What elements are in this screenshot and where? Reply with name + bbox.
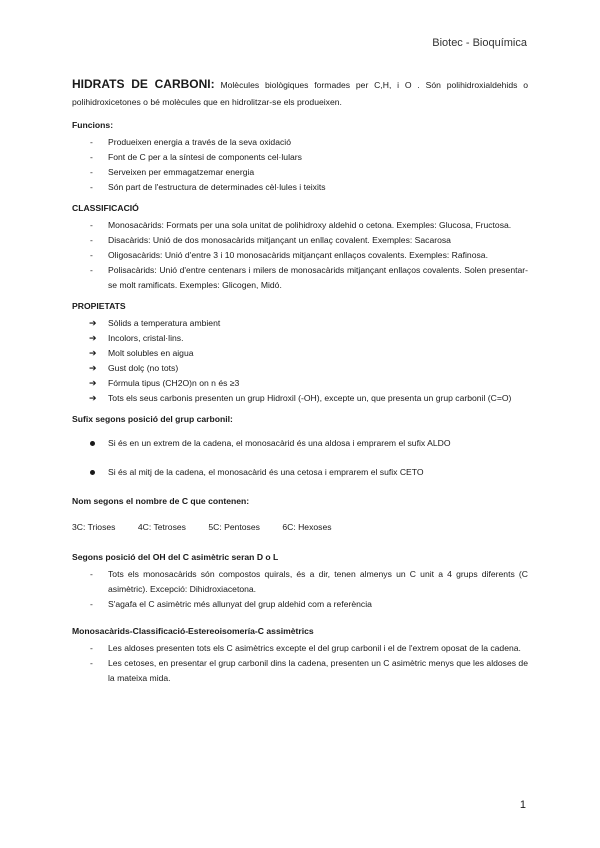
type-tetrose: 4C: Tetroses	[137, 522, 186, 532]
list-item: ➔ Molt solubles en aigua	[72, 346, 528, 361]
list-item: Si és en un extrem de la cadena, el monosacàrid és una aldosa i emprarem el sufix ALDO	[72, 436, 528, 451]
list-item: ➔ Fórmula tipus (CH2O)n on n és ≥3	[72, 376, 528, 391]
mono-list	[72, 641, 528, 686]
page-number: 1	[519, 799, 526, 811]
list-item: ➔ Gust dolç (no tots)	[72, 361, 528, 376]
arrow-icon: ➔	[89, 363, 97, 373]
funcions-heading: Funcions:	[72, 120, 114, 130]
funcions-list	[72, 135, 528, 195]
propietats-heading: PROPIETATS	[72, 301, 126, 311]
arrow-icon: ➔	[89, 318, 97, 328]
bullet-icon	[90, 441, 95, 446]
arrow-icon: ➔	[89, 333, 97, 343]
intro-text: Molècules biològiques formades per C,H, i O . Són polihidroxialdehids o polihidroxicetones o bé molècules que en hidrolitzar-se els produeixen.	[72, 80, 528, 107]
list-item: - Són part de l'estructura de determinades cèl·lules i teixits	[72, 180, 528, 195]
propietats-list	[72, 316, 528, 406]
carbon-types-row	[72, 522, 528, 532]
oh-heading: Segons posició del OH del C asimètric seran D o L	[72, 552, 279, 562]
list-item: Si és al mitj de la cadena, el monosacàrid és una cetosa i emprarem el sufix CETO	[72, 465, 528, 480]
arrow-icon: ➔	[89, 348, 97, 358]
bullet-icon	[90, 470, 95, 475]
list-item: - S'agafa el C asimètric més allunyat del grup aldehid com a referència	[72, 597, 528, 612]
sufix-heading: Sufix segons posició del grup carbonil:	[72, 414, 233, 424]
list-item: - Monosacàrids: Formats per una sola unitat de polihidroxy aldehid o cetona. Exemples: Glucosa, Fructosa.	[72, 218, 528, 233]
list-item: - Disacàrids: Unió de dos monosacàrids mitjançant un enllaç covalent. Exemples: Sacarosa	[72, 233, 528, 248]
type-hexose: 6C: Hexoses	[282, 522, 332, 532]
list-item: - Oligosacàrids: Unió d'entre 3 i 10 monosacàrids mitjançant enllaços covalents. Exemples: Rafinosa.	[72, 248, 528, 263]
list-item: - Serveixen per emmagatzemar energia	[72, 165, 528, 180]
classificacio-list	[72, 218, 528, 293]
list-item: - Tots els monosacàrids són compostos quirals, és a dir, tenen almenys un C unit a 4 grups diferents (C asimètric). Excepció: Dihidroxiacetona.	[72, 567, 528, 597]
list-item: - Les aldoses presenten tots els C asimètrics excepte el del grup carbonil i el de l'extrem oposat de la cadena.	[72, 641, 528, 656]
intro-paragraph	[72, 76, 528, 111]
list-item: ➔ Incolors, cristal·lins.	[72, 331, 528, 346]
arrow-icon: ➔	[89, 378, 97, 388]
nom-heading: Nom segons el nombre de C que contenen:	[72, 496, 250, 506]
list-item: ➔ Sòlids a temperatura ambient	[72, 316, 528, 331]
arrow-icon: ➔	[89, 393, 97, 403]
list-item: - Les cetoses, en presentar el grup carbonil dins la cadena, presenten un C asimètric menys que les aldoses de la mateixa mida.	[72, 656, 528, 686]
page-header: Biotec - Bioquímica	[432, 37, 527, 49]
list-item: - Polisacàrids: Unió d'entre centenars i milers de monosacàrids mitjançant enllaços covalents. Solen presentar-se molt ramificats. Exemples: Glicogen, Midó.	[72, 263, 528, 293]
document-body	[72, 76, 528, 692]
mono-heading: Monosacàrids-Classificació-Estereoisomería-C assimètrics	[72, 626, 314, 636]
type-pentose: 5C: Pentoses	[208, 522, 260, 532]
list-item: ➔ Tots els seus carbonis presenten un grup Hidroxil (-OH), excepte un, que presenta un grup carbonil (C=O)	[72, 391, 528, 406]
list-item: - Produeixen energia a través de la seva oxidació	[72, 135, 528, 150]
type-triose: 3C: Trioses	[72, 522, 116, 532]
sufix-list	[72, 436, 528, 480]
oh-list	[72, 567, 528, 612]
main-title: HIDRATS DE CARBONI:	[72, 77, 215, 91]
list-item: - Font de C per a la síntesi de components cel·lulars	[72, 150, 528, 165]
classificacio-heading: CLASSIFICACIÓ	[72, 203, 139, 213]
